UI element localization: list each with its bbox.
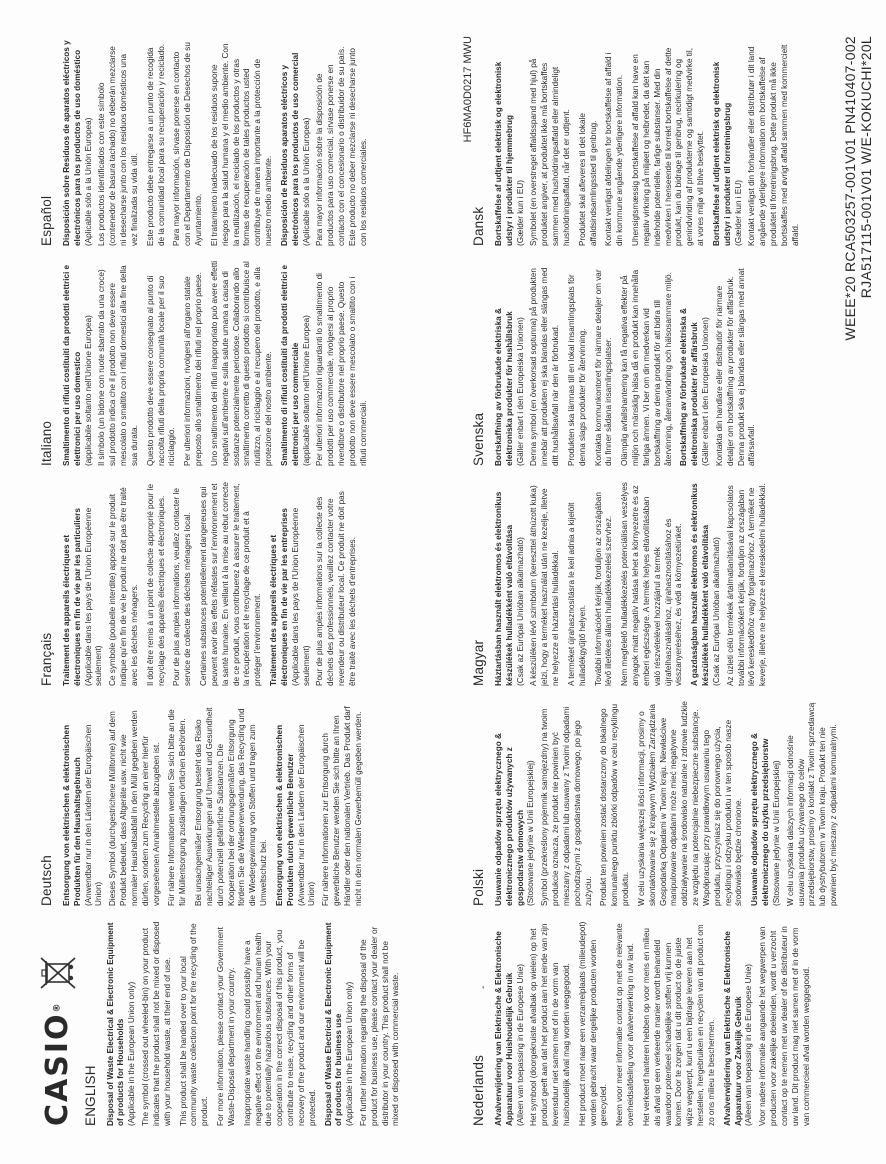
body-paragraph: Bei unsachgemäßer Entsorgung besteht das Risiko nachteiliger Auswirkungen auf Umwelt und Gesundheit durch potenziell gefährliche Substanzen. Die Kooperation bei der ordnungsgemäßen Entsorgung fördern Sie die Wiederverwendung, das Recycling und die Wiedergewinnung von Stoffen und tragen zum Umweltschutz bei. <box>194 707 269 906</box>
section-heading: Bortskaffning av förbrukade elektriska & elektroniska produkter för affärsbruk <box>679 308 700 466</box>
body-paragraph: Kontakt venligst din forhandler eller distributør i dit land angående yderligere information om bortskaffelse af produktet til forretningsbrug. Dette produkt må ikke bortskaffes med øvrigt affald sammen med kommercielt affald. <box>747 44 800 246</box>
language-heading: Italiano <box>39 420 54 466</box>
body-paragraph: Uhensigtsmæssig bortskaffelse af affald kan have en negativ virkning på miljøet og helbredet, da det kan indeholde potentielle, farlige substanser. Med din medvirken i henseende til korrekt bortskaffelse af dette produkt, kan du bidrage til genbrug, recirkulering og genindvinding af produkterne og samtidigt medvirke til, at vores miljø vil blive beskyttet. <box>631 47 706 246</box>
applicability-note: (Alleen van toepassing in de Europese Unie) <box>744 963 754 1126</box>
applicability-note: (Aplicable sólo a la Unión Europea) <box>83 117 93 246</box>
body-paragraph: Az üzleti célú termékek ártalmatlanításával kapcsolatos további információkért kérjük, forduljon az országában lévő kereskedőhöz vagy forgalmazóhoz. A terméket ne keverje, illetve ne helyezze el kereskedelmi hulladékkal. <box>725 483 768 686</box>
language-column-deutsch <box>38 700 418 906</box>
body-paragraph: Kontakt venligst afdelingen for bortskaffelse af affald i din kommune angående yderligere information. <box>604 52 625 246</box>
section-heading: Bortskaffelse af udtjent elektrisk og elektronisk udstyr i produkter til hjemmebrug <box>494 61 514 246</box>
applicability-note: (Gælder kun i EU) <box>515 180 525 246</box>
section-heading: Usuwanie odpadów sprzętu elektrycznego & elektronicznego do użytku przedsiębiorstw <box>750 733 771 906</box>
language-heading: ENGLISH <box>82 1065 98 1126</box>
body-paragraph: Questo prodotto deve essere consegnato al punto di raccolta rifiuti della propria comunità locale per il suo riciclaggio. <box>145 275 177 466</box>
section-heading: Traitement des appareils électriques et électroniques en fin de vie par les entreprises <box>269 508 289 686</box>
applicability-note: (Csak az Európai Unióban alkalmazható) <box>515 537 525 686</box>
body-paragraph: Produktet skal afleveres til det lokale affaldsindsamlingssted til genbrug. <box>577 113 598 246</box>
body-paragraph: For further information regarding the disposal of the product for business use, please contact your dealer or distributor in your country. This product shall not be mixed or disposed with commercial waste. <box>358 926 401 1126</box>
body-paragraph: Pour de plus amples informations, veuillez contacter le service de collecte des déchets ménagers local. <box>172 488 193 686</box>
registered-mark: ® <box>52 1001 63 1013</box>
model-code: HF6MA0D0217 MWU <box>462 36 474 143</box>
body-paragraph: W celu uzyskania większej ilości informacji, prosimy o skontaktowanie się z krajowym Wydziałem Zarządzania Gospodarką Odpadami w Twoim kraju. Niewłaściwe manipulowanie odpadami może mieć negatywne oddziaływanie na środowisko naturalne i zdrowie ludzkie ze względu na potencjalnie niebezpieczne substancje. Współpracując przy prawidłowym usuwaniu tego produktu, przyczyniasz się do ponownego użycia, recyklingu i odzysku produktu i w ten sposób nasze środowisko będzie chronione. <box>636 701 744 906</box>
body-paragraph: Het symbool (doorgekruiste afvalbak op wielen) op het product geeft aan dat het product aan het einde van zijn levensduur niet samen met of in de vorm van huishoudelijk afval mag worden weggegooid. <box>529 923 571 1126</box>
body-paragraph: Voor nadere informatie aangaande het wegwerpen van producten voor zakelijke doeleinden, wordt u verzocht contact op te nemen met uw dealer of de distributeur in uw land. Dit product mag niet samen met of in de vorm van commercieel afval worden weggegooid. <box>758 926 811 1126</box>
applicability-note: (Applicable dans les pays de l'Union Européenne seulement) <box>290 507 311 686</box>
language-column-nederlands <box>470 920 850 1126</box>
applicability-note: (Stosowane jedynie w Unii Europejskiej) <box>771 760 781 906</box>
language-column-español <box>38 40 418 246</box>
body-paragraph: Per ulteriori informazioni riguardanti lo smaltimento di prodotti per uso commerciale, rivolgersi al proprio rivenditore o distributore nel proprio paese. Questo prodotto non deve essere mescolato o smaltito con i rifiuti commerciali. <box>315 273 368 466</box>
body-paragraph: Het verkeerd hanteren hebben op voor mens en milieu als afval op een verkeerde manier wordt behandeld waardoor potentieel schadelijke stoffen vrij kunnen komen. Door te zorgen dat u dit product op de juiste wijze wegwerpt, kunt u een bijdrage leveren aan het herstellen, hergebruiken en recyclen van dit product om zo ons milieu te beschermen. <box>641 924 716 1126</box>
language-column-italiano <box>38 260 418 466</box>
brand-header <box>38 920 78 1126</box>
brand-logo <box>38 1001 78 1126</box>
body-paragraph: Olämplig avfallshantering kan få negativa effekter på miljön och mänsklig hälsa då en produkt kan innehålla farliga ämnen. Vi ber om din medverkan vid bortskaffning av denna produkt för att bidra till återvinning, återanvändning och hälsosammare miljö. <box>620 269 673 466</box>
body-paragraph: Este producto debe entregarse a un punto de recogida de la comunidad local para su recuperación y reciclado. <box>145 43 166 246</box>
applicability-note: (Applicable in the European Union only) <box>345 981 355 1126</box>
body-paragraph: Für nähere Informationen wenden Sie sich bitte an die für Müllentsorgung zuständigen örtlichen Behörden. <box>167 709 188 906</box>
section-heading: Disposal of Waste Electrical & Electronic Equipment of products for Households <box>105 922 126 1126</box>
body-paragraph: Certaines substances potentiellement dangereuses qui peuvent avoir des effets néfastes sur l'environnement et la santé humaine. En veillant à la mise au rebut correcte de ce produit, vous contribuerez à assurer le traitement, la récupération et le recyclage de ce produit et à protéger l'environnement. <box>199 482 263 686</box>
applicability-note: (Anwendbar nur in den Ländern der Europäischen Union) <box>296 724 317 906</box>
body-paragraph: Ce symbole (poubelle interdite) apposé sur le produit indique qu'en fin de vie le produit ne doit pas être traité avec les déchets ménagers. <box>108 487 139 686</box>
applicability-note: (Alleen van toepassing in de Europese Unie) <box>515 963 525 1126</box>
body-paragraph: Il simbolo (un bidone con ruote sbarrato da una croce) sul prodotto indica che il prodotto non deve essere mescolato o smaltito con i rifiuti domestici alla fine della sua durata. <box>97 265 139 466</box>
section-heading: Entsorgung von elektrischen & elektronischen Produkten für den Haushaltsgebrauch <box>62 724 82 906</box>
language-column-english <box>38 920 418 1126</box>
applicability-note: (Stosowane jedynie w Unii Europejskiej) <box>526 760 536 906</box>
body-paragraph: Pour de plus amples informations sur la collecte des déchets des professionnels, veuillez contacter votre revendeur ou distributeur local. Ce produit ne doit pas être traité avec les déchets d'entreprises. <box>315 491 357 686</box>
section-heading: Afvalverwijdering van Elektrische & Elektronische Apparatuur voor Huishoudelijk Gebruik <box>494 931 514 1126</box>
body-paragraph: Kontakta din handlare eller distributör för närmare detaljer om bortskaffning av produkter för affärsbruk. Denna produkt ska ej blandas eller slängas med annat affärsavfall. <box>714 268 757 466</box>
section-heading: Afvalverwijdering van Elektrische & Elektronische Apparatuur voor Zakelijk Gebruik <box>722 931 743 1126</box>
crossed-wheeled-bin-icon <box>39 955 77 991</box>
section-heading: Bortskaffelse af udtjent elektrisk og elektronisk udstyr i produkter til forretningsbrug <box>711 61 732 246</box>
body-paragraph: Per ulteriori informazioni, rivolgersi all'organo statale preposto allo smaltimento dei rifiuti nel proprio paese. <box>183 272 204 466</box>
section-heading: Smaltimento di rifiuti costituiti da prodotti elettrici e elettronici per uso commerciale <box>279 264 300 466</box>
brand-name: CASIO <box>40 1012 75 1126</box>
body-paragraph: Nem megfelelő hulladékkezelés potenciálisan veszélyes anyagok miatt negatív hatása lehet a környezetre és az emberi egészségre. A termék helyes eltávolításában való részvételével hozzájárul a termék újrafelhasználásához, újrahasznosításához és visszanyeréséhez, és védi a környezetünket. <box>620 482 684 686</box>
body-paragraph: A készüléken lévő szimbólum (kereszttel áthúzott kuka) jelzi, hogy a terméket használat után ne kezelje, illetve ne helyezze el háztartási hulladékkal. <box>529 485 561 686</box>
applicability-note: (Gäller enbart i den Europeiska Unionen) <box>701 317 711 466</box>
applicability-note: (Gäller enbart i den Europeiska Unionen) <box>515 317 525 466</box>
applicability-note: (applicabile soltanto nell'Unione Europea) <box>301 315 311 466</box>
body-paragraph: For more information, please contact your Government Waste-Disposal department in your country. <box>216 927 236 1126</box>
section-heading: A gazdaságban használt elektromos és elektronikus készülékek hulladékként való eltávolítása <box>690 483 711 686</box>
body-paragraph: Los productos identificados con este símbolo (contenedor de basura tachado) no deberán mezclarse ni desecharse junto con los residuos domésticos una vez finalizada su vida útil. <box>97 46 139 246</box>
language-column-magyar <box>470 480 850 686</box>
language-heading: Dansk <box>471 206 486 246</box>
body-paragraph: További információért kérjük, forduljon az országában lévő illetékes állami hulladékkezelési szervhez. <box>593 492 614 686</box>
footer-line-2: RJA517115-001V01 W/E-KOKUCHI*20L <box>858 36 874 299</box>
body-paragraph: A terméket újrahasznosításra le kell adnia a kijelölt hulladékgyűjtő helyen. <box>566 502 587 686</box>
footer-line-1: WEEE*20 RCA503257-001V01 PN410407-002 <box>842 36 858 341</box>
language-heading: Polski <box>471 868 486 906</box>
language-column-dansk <box>470 40 850 246</box>
applicability-note: (Aplicable sólo a la Unión Europea) <box>301 117 311 246</box>
language-heading: Svenska <box>471 412 486 466</box>
section-heading: Háztartásban használt elektromos és elektronikus készülékek hulladékként való eltávolítása <box>494 491 514 686</box>
body-paragraph: Produkten ska lämnas till en lokal insamlingsplats för denna slags produkter för återvinning. <box>566 274 587 466</box>
body-paragraph: Symbolet (en overstreget affaldsspand med hjul) på produktet angiver, at produktet ikke må bortskaffes sammen med husholdningsaffald eller almindeligt husholdningsaffald, når det er udtjent. <box>529 58 571 246</box>
bottom-row <box>470 36 850 1126</box>
section-heading: Disposal of Waste Electrical & Electronic Equipment of products for business use <box>323 922 344 1126</box>
applicability-note: (applicabile soltanto nell'Unione Europea) <box>83 315 93 466</box>
language-column-français <box>38 480 418 686</box>
body-paragraph: Dieses Symbol (durchgestrichene Mülltonne) auf dem Produkt bedeutet, dass Altgeräte usw. nicht wie normaler Haushaltsabfall in den Müll gegeben werden dürfen, sondern zum Recycling an einer hierfür vorgesehenen Annahmestelle abzugeben ist. <box>108 710 161 906</box>
body-paragraph: Für nähere Informationen zur Entsorgung durch gewerbliche Benutzer wenden Sie sich bitte an Ihren Händler oder den nationalen Vertrieb. Das Produkt darf nicht in den normalen Gewerbemüll gegeben werden. <box>321 706 363 906</box>
body-paragraph: Het product moet naar een verzamelplaats (milieudepot) worden gebracht waar dergelijke producten worden gerecycled. <box>577 921 609 1126</box>
section-heading: Disposición sobre Residuos de aparatos eléctricos y electrónicos para los productos de uso doméstico <box>62 40 82 246</box>
applicability-note: (Csak az Európai Unióban alkalmazható) <box>711 537 721 686</box>
body-paragraph: Il doit être remis à un point de collecte approprié pour le recyclage des appareils électriques et électroniques. <box>145 483 166 686</box>
body-paragraph: This product shall be handed over to your local community waste collection point for the recycling of the product. <box>178 923 210 1126</box>
language-column-svenska <box>470 260 850 466</box>
language-heading: Magyar <box>471 639 486 686</box>
separator-dash: - <box>478 985 489 989</box>
section-heading: Traitement des appareils électriques et électroniques en fin de vie par les particuliers <box>62 508 82 686</box>
applicability-note: (Applicable dans les pays de l'Union Européenne seulement) <box>83 507 104 686</box>
applicability-note: (Gælder kun i EU) <box>733 180 743 246</box>
language-heading: Français <box>39 632 54 686</box>
section-heading: Smaltimento di rifiuti costituiti da prodotti elettrici e elettronici per uso domestico <box>62 264 82 466</box>
body-paragraph: Para mayor información, sírvase ponerse en contacto con el Departamento de Disposición de Desechos de su Ayuntamiento. <box>172 42 204 246</box>
top-row <box>38 36 418 1126</box>
language-column-polski <box>470 700 850 906</box>
body-paragraph: Inappropriate waste handling could possibly have a negative effect on the environment and human health due to potentially hazardous substances. With your cooperation in the correct disposal of this product, you contribute to reuse, recycling and other forms of recovery of the product and our environment will be protected. <box>242 929 317 1126</box>
applicability-note: (Applicable in the European Union only) <box>127 981 137 1126</box>
section-heading: Entsorgung von elektrischen & elektronischen Produkten durch gewerbliche Benutzer <box>274 724 295 906</box>
applicability-note: (Anwendbar nur in den Ländern der Europäischen Union) <box>83 724 104 906</box>
footer-codes <box>842 36 874 341</box>
section-heading: Disposición de Residuos aparatos eléctricos y electrónicos para los productos de uso comercial <box>279 52 300 246</box>
language-heading: Deutsch <box>39 855 54 906</box>
body-paragraph: The symbol (crossed out wheeled-bin) on your product indicates that the product shall not be mixed or disposed with your household waste, at their end of use. <box>141 921 172 1126</box>
body-paragraph: Neem voor meer informatie contact op met de relevante overheidsafdeling voor afvalverwerking in uw land. <box>615 923 636 1126</box>
body-paragraph: Kontakta kommunkontoret för närmare detaljer om var du finner sådana insamlingsplatser. <box>593 269 614 466</box>
body-paragraph: Symbol (przekreślony pojemnik samojezdny) na twoim produkcie oznacza, że produkt nie powinien być mieszany z odpadami lub usuwany z Twoimi odpadami pochodzącymi z gospodarstwa domowego, po jego zużyciu. <box>540 706 593 906</box>
body-paragraph: Produkt ten powinien zostać dostarczony do lokalnego komunalnego punktu zbiórki odpadów w celu recyklingu produktu. <box>599 703 631 906</box>
body-paragraph: W celu uzyskania dalszych informacji odnośnie usuwania produktu używanego do celów przedsiębiorstw, prosimy o kontakt z Twoim sprzedawcą lub dystrybutorem w Twoim kraju. Produkt ten nie powinien być mieszany z odpadami komunalnymi. <box>785 702 839 906</box>
language-heading: Nederlands <box>471 1054 486 1126</box>
section-heading: Usuwanie odpadów sprzętu elektrycznego & elektronicznego produktów używanych z gospodarstw domowych <box>494 733 525 906</box>
language-heading: Español <box>39 195 54 246</box>
section-heading: Bortskaffning av förbrukade elektriska & elektroniska produkter för hushållsbruk <box>494 308 514 466</box>
body-paragraph: Denna symbol (en överkorsad soptunna) på produkten innebär att produkten ej ska blandas eller slängas med ditt hushållsavfall när den är förbrukad. <box>529 267 561 466</box>
body-paragraph: Uno smaltimento dei rifiuti inappropriato può avere effetti negativi sull'ambiente e sulla salute umana a causa di sostanze potenzialmente pericolose. Collaborando allo smaltimento corretto di questo prodotto si contribuisce al riutilizzo, al riciclaggio e al recupero del prodotto, e alla protezione del nostro ambiente. <box>209 260 274 466</box>
body-paragraph: Para mayor información sobre la disposición de productos para uso comercial, sírvase ponerse en contacto con el concesionario o distribuidor de su país. Este producto no deber mezclarse ni desecharse junto con los residuos comerciales. <box>315 46 368 246</box>
body-paragraph: El tratamiento inadecuado de los residuos supone riesgos para la salud humana y el medio ambiente. Con la reutilización, el reciclado de los productos y otras formas de recuperación de tales productos usted contribuye de manera importante a la protección de nuestro medio ambiente. <box>209 43 274 246</box>
